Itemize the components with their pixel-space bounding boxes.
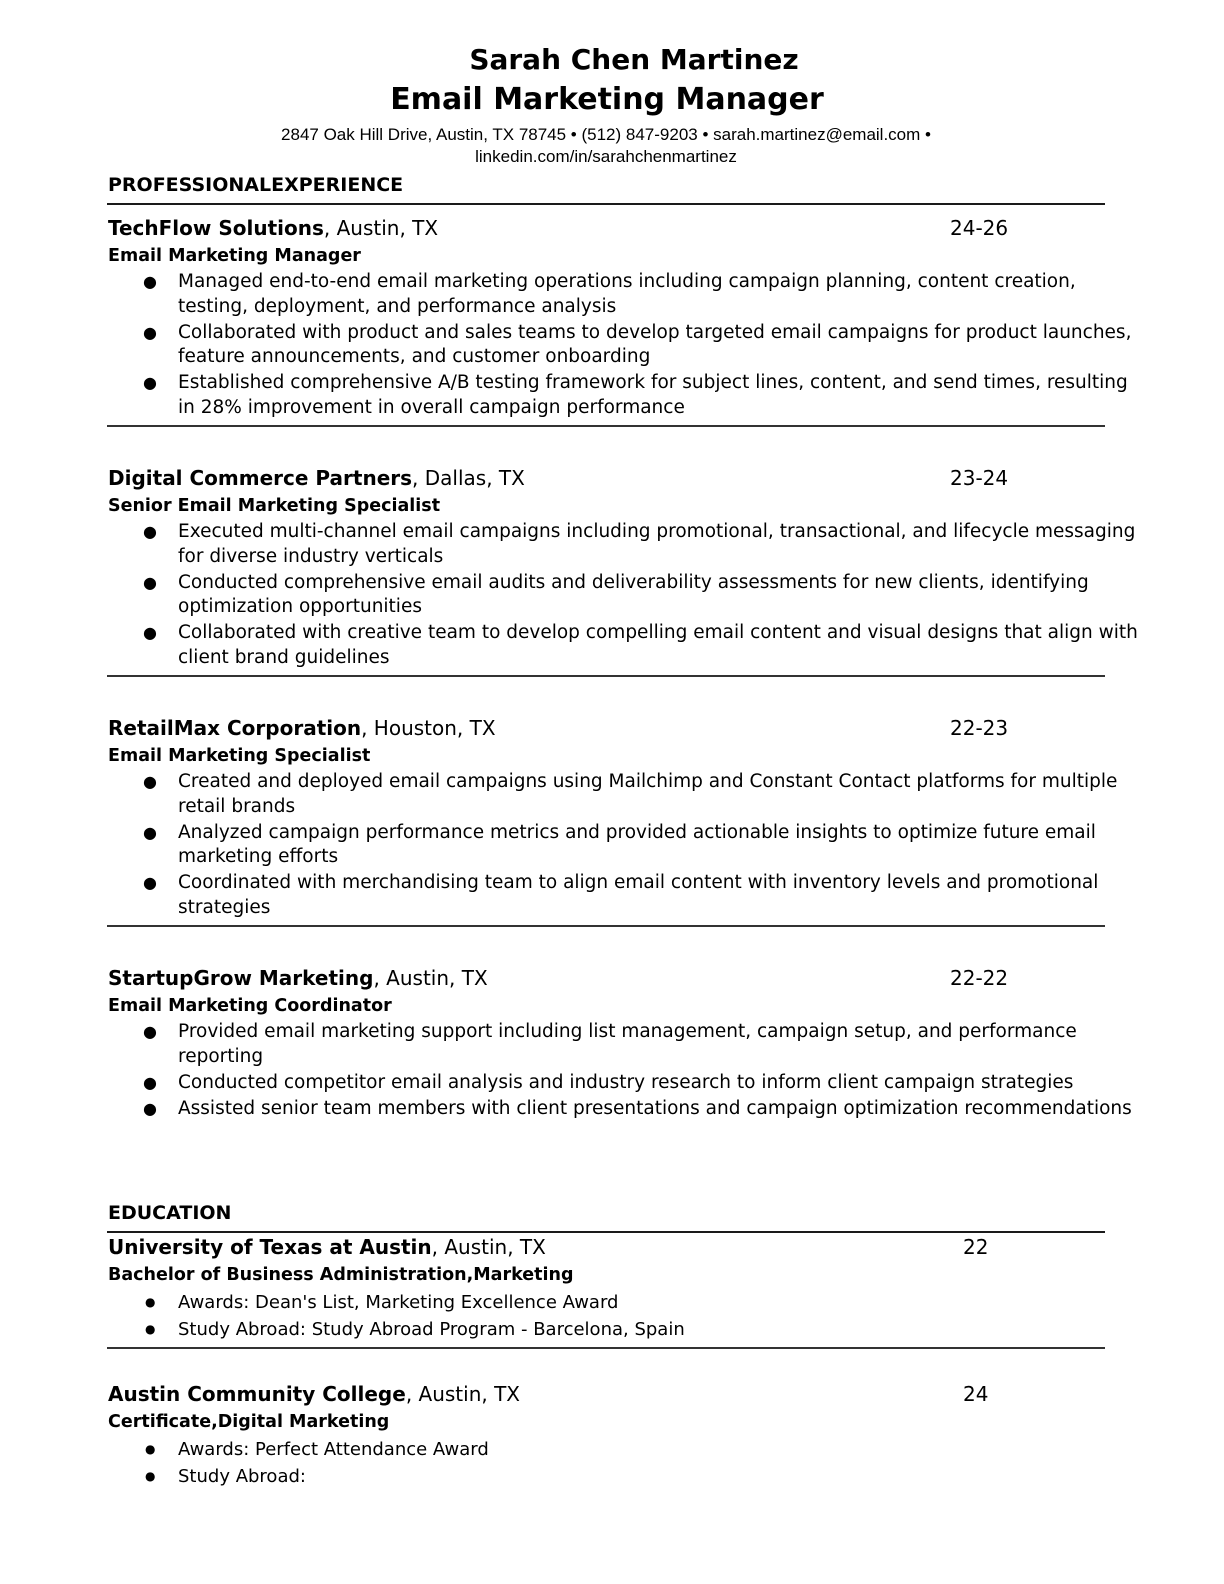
school-location: , Austin, TX (431, 1235, 546, 1259)
job-dates: 22-23 (950, 716, 1009, 740)
job-org-line (108, 465, 1148, 491)
graduation-year: 22 (963, 1235, 989, 1259)
candidate-headline: Email Marketing Manager (390, 82, 824, 117)
bullet-item (108, 871, 1148, 920)
company-name: TechFlow Solutions (108, 216, 324, 240)
job-entry (108, 465, 1148, 672)
section-title-experience: PROFESSIONALEXPERIENCE (108, 174, 404, 196)
bullet-item (108, 1020, 1148, 1069)
job-bullets (108, 1020, 1148, 1121)
job-entry (108, 215, 1148, 422)
company-name: StartupGrow Marketing (108, 966, 374, 990)
bullet-icon: ● (145, 1442, 156, 1456)
job-org-line (108, 715, 1148, 741)
bullet-item (108, 1097, 1148, 1122)
bullet-item (108, 1436, 1148, 1463)
school-line (108, 1234, 1148, 1260)
degree: Bachelor of Business Administration,Marketing (108, 1265, 574, 1285)
bullet-item (108, 1289, 1148, 1316)
school-name: Austin Community College (108, 1382, 406, 1406)
job-role: Email Marketing Specialist (108, 746, 371, 766)
contact-info-line-2: linkedin.com/in/sarahchenmartinez (475, 147, 737, 166)
company-location: , Austin, TX (373, 966, 488, 990)
bullet-text: Coordinated with merchandising team to align email content with inventory levels and promotional strategies (178, 872, 1099, 918)
bullet-icon: ● (145, 1322, 156, 1336)
education-entry (108, 1234, 1148, 1343)
bullet-item (108, 770, 1148, 819)
school-name: University of Texas at Austin (108, 1235, 432, 1259)
bullet-icon: ● (143, 572, 157, 592)
company-location: , Austin, TX (323, 216, 439, 240)
job-org-line (108, 215, 1148, 241)
bullet-text: Conducted competitor email analysis and industry research to inform client campaign strategies (178, 1071, 1074, 1093)
job-role: Email Marketing Coordinator (108, 996, 392, 1016)
entry-divider (107, 675, 1105, 677)
bullet-icon: ● (143, 272, 157, 291)
bullet-text: Created and deployed email campaigns using Mailchimp and Constant Contact platforms for multiple retail brands (178, 771, 1118, 817)
education-bullets (108, 1436, 1148, 1490)
section-divider (107, 1231, 1105, 1233)
section-title-education: EDUCATION (108, 1202, 232, 1224)
bullet-text: Awards: Perfect Attendance Award (178, 1439, 489, 1460)
bullet-text: Study Abroad: Study Abroad Program - Barcelona, Spain (178, 1319, 685, 1340)
contact-info-line-1: 2847 Oak Hill Drive, Austin, TX 78745 • (512) 847-9203 • sarah.martinez@email.com • (281, 125, 931, 144)
job-role: Senior Email Marketing Specialist (108, 496, 441, 516)
bullet-icon: ● (143, 373, 157, 392)
bullet-icon: ● (143, 1022, 157, 1041)
bullet-icon: ● (143, 623, 157, 642)
bullet-text: Analyzed campaign performance metrics and provided actionable insights to optimize future email marketing efforts (178, 821, 1096, 867)
bullet-icon: ● (143, 772, 157, 791)
company-name: RetailMax Corporation (108, 716, 362, 740)
bullet-item (108, 1463, 1148, 1490)
bullet-icon: ● (143, 522, 157, 541)
job-dates: 22-22 (950, 966, 1009, 990)
bullet-item (108, 520, 1148, 569)
job-org-line (108, 965, 1148, 991)
entry-divider (107, 925, 1105, 927)
bullet-icon: ● (143, 873, 157, 892)
bullet-text: Collaborated with product and sales teams to develop targeted email campaigns for product launches, feature announcements, and customer onboarding (178, 321, 1132, 367)
degree: Certificate,Digital Marketing (108, 1412, 390, 1432)
entry-divider (107, 1347, 1105, 1349)
bullet-item (108, 270, 1148, 319)
bullet-item (108, 371, 1148, 420)
job-bullets (108, 270, 1148, 420)
company-location: , Houston, TX (361, 716, 496, 740)
job-entry (108, 965, 1148, 1123)
bullet-item (108, 1316, 1148, 1343)
bullet-item (108, 621, 1148, 670)
bullet-text: Collaborated with creative team to develop compelling email content and visual designs that align with client brand guidelines (178, 622, 1138, 668)
bullet-icon: ● (145, 1469, 156, 1483)
job-bullets (108, 770, 1148, 920)
bullet-text: Provided email marketing support including list management, campaign setup, and performance reporting (178, 1021, 1077, 1067)
bullet-item (108, 1071, 1148, 1096)
section-divider (107, 203, 1105, 205)
bullet-item (108, 321, 1148, 370)
bullet-text: Established comprehensive A/B testing framework for subject lines, content, and send times, resulting in 28% improvement in overall campaign performance (178, 372, 1128, 418)
bullet-icon: ● (143, 1098, 157, 1118)
bullet-item (108, 571, 1148, 620)
education-entry (108, 1381, 1148, 1490)
job-bullets (108, 520, 1148, 670)
job-entry (108, 715, 1148, 922)
job-dates: 24-26 (950, 216, 1009, 240)
bullet-icon: ● (143, 1072, 157, 1092)
bullet-text: Assisted senior team members with client presentations and campaign optimization recommendations (178, 1097, 1132, 1119)
education-bullets (108, 1289, 1148, 1343)
bullet-text: Study Abroad: (178, 1466, 306, 1487)
bullet-text: Conducted comprehensive email audits and deliverability assessments for new clients, identifying optimization opportunities (178, 571, 1089, 617)
job-dates: 23-24 (950, 466, 1009, 490)
graduation-year: 24 (963, 1382, 989, 1406)
school-line (108, 1381, 1148, 1407)
bullet-text: Executed multi-channel email campaigns including promotional, transactional, and lifecycle messaging for diverse industry verticals (178, 521, 1136, 567)
bullet-icon: ● (145, 1295, 156, 1309)
job-role: Email Marketing Manager (108, 246, 361, 266)
entry-divider (107, 425, 1105, 427)
bullet-icon: ● (143, 822, 157, 842)
school-location: , Austin, TX (405, 1382, 521, 1406)
company-name: Digital Commerce Partners (108, 466, 413, 490)
company-location: , Dallas, TX (412, 466, 525, 490)
bullet-icon: ● (143, 322, 157, 342)
candidate-name: Sarah Chen Martinez (469, 43, 799, 76)
bullet-item (108, 821, 1148, 870)
bullet-text: Managed end-to-end email marketing operations including campaign planning, content creation, testing, deployment, and performance analysis (178, 271, 1076, 317)
bullet-text: Awards: Dean's List, Marketing Excellence Award (178, 1292, 619, 1313)
